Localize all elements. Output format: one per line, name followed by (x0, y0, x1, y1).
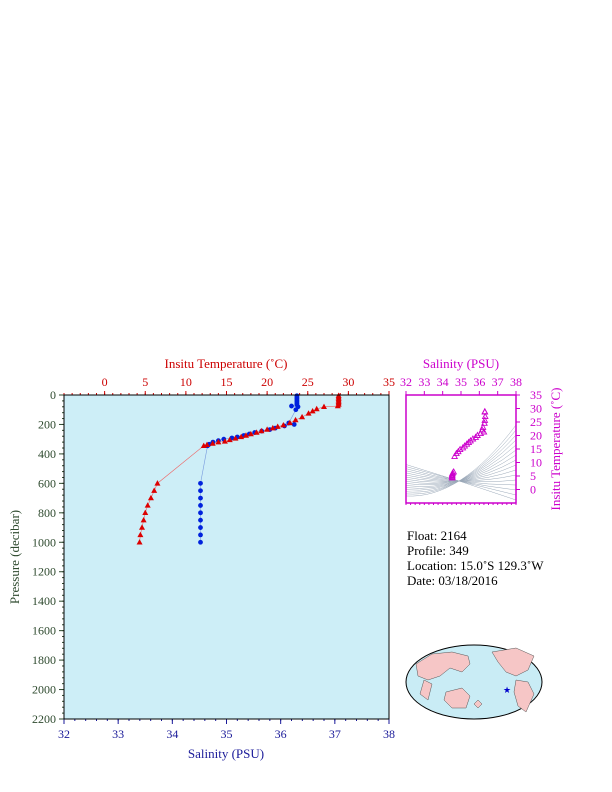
ts-title: Salinity (PSU) (422, 356, 500, 371)
bottom-axis-label: Salinity (PSU) (187, 746, 265, 761)
y-axis-label: Pressure (decibar) (7, 509, 22, 605)
sal-tick-label: 38 (383, 727, 395, 741)
pressure-tick-label: 2200 (32, 712, 56, 726)
world-map (406, 645, 542, 719)
salinity-point (198, 496, 203, 501)
temp-tick-label: 25 (301, 375, 314, 389)
ts-y-tick-label: 30 (530, 401, 542, 416)
location: Location: 15.0˚S 129.3˚W (407, 558, 544, 573)
temp-tick-label: 0 (101, 375, 108, 389)
ts-y-tick-label: 0 (530, 482, 536, 497)
salinity-point (198, 533, 203, 538)
temp-tick-label: 5 (142, 375, 149, 389)
temp-tick-label: 35 (383, 375, 395, 389)
pressure-tick-label: 400 (38, 446, 56, 461)
ts-y-tick-label: 10 (530, 455, 542, 470)
ts-y-label: Insitu Temperature (˚C) (548, 387, 563, 511)
pressure-tick-label: 1600 (32, 623, 56, 638)
temp-tick-label: 10 (179, 375, 192, 389)
salinity-point (292, 422, 297, 427)
temp-tick-label: 15 (220, 375, 233, 389)
pressure-tick-label: 1000 (32, 535, 56, 550)
sal-tick-label: 32 (58, 727, 70, 741)
pressure-tick-label: 1200 (32, 564, 56, 579)
date: Date: 03/18/2016 (407, 573, 498, 588)
salinity-point (198, 503, 203, 508)
profile-plot (7, 356, 395, 761)
salinity-point (293, 407, 298, 412)
ts-x-tick-label: 38 (510, 375, 522, 389)
salinity-point (198, 525, 203, 530)
sal-tick-label: 37 (328, 727, 341, 741)
plot-background (64, 395, 389, 719)
ts-y-tick-label: 35 (530, 388, 542, 402)
ts-y-tick-label: 25 (530, 415, 542, 429)
pressure-tick-label: 600 (38, 476, 56, 491)
sal-tick-label: 34 (166, 727, 179, 741)
salinity-point (198, 488, 203, 493)
float-info (407, 528, 544, 588)
sal-tick-label: 35 (220, 727, 233, 741)
profile-number: Profile: 349 (407, 543, 469, 558)
sal-tick-label: 36 (274, 727, 287, 741)
ts-x-tick-label: 33 (418, 375, 431, 389)
ts-x-tick-label: 32 (400, 375, 412, 389)
ts-diagram (400, 356, 563, 511)
ts-x-tick-label: 34 (436, 375, 449, 389)
temp-tick-label: 20 (261, 375, 274, 389)
salinity-point (289, 404, 294, 409)
sal-tick-label: 33 (112, 727, 125, 741)
ts-x-tick-label: 35 (455, 375, 467, 389)
salinity-point (198, 518, 203, 523)
pressure-tick-label: 2000 (32, 682, 56, 697)
salinity-point (198, 540, 203, 545)
ts-x-tick-label: 36 (473, 375, 486, 389)
pressure-tick-label: 1800 (32, 653, 56, 668)
top-axis-label: Insitu Temperature (˚C) (164, 356, 288, 371)
ts-x-tick-label: 37 (491, 375, 504, 389)
ts-y-tick-label: 5 (530, 469, 536, 483)
temp-tick-label: 30 (342, 375, 355, 389)
float-id: Float: 2164 (407, 528, 467, 543)
pressure-tick-label: 200 (38, 417, 56, 432)
ts-y-tick-label: 20 (530, 428, 542, 443)
salinity-point (198, 481, 203, 486)
ts-y-tick-label: 15 (530, 442, 542, 456)
float-location-star: ★ (502, 686, 512, 696)
pressure-tick-label: 0 (50, 388, 56, 402)
salinity-point (198, 510, 203, 515)
pressure-tick-label: 1400 (32, 594, 56, 609)
pressure-tick-label: 800 (38, 505, 56, 520)
